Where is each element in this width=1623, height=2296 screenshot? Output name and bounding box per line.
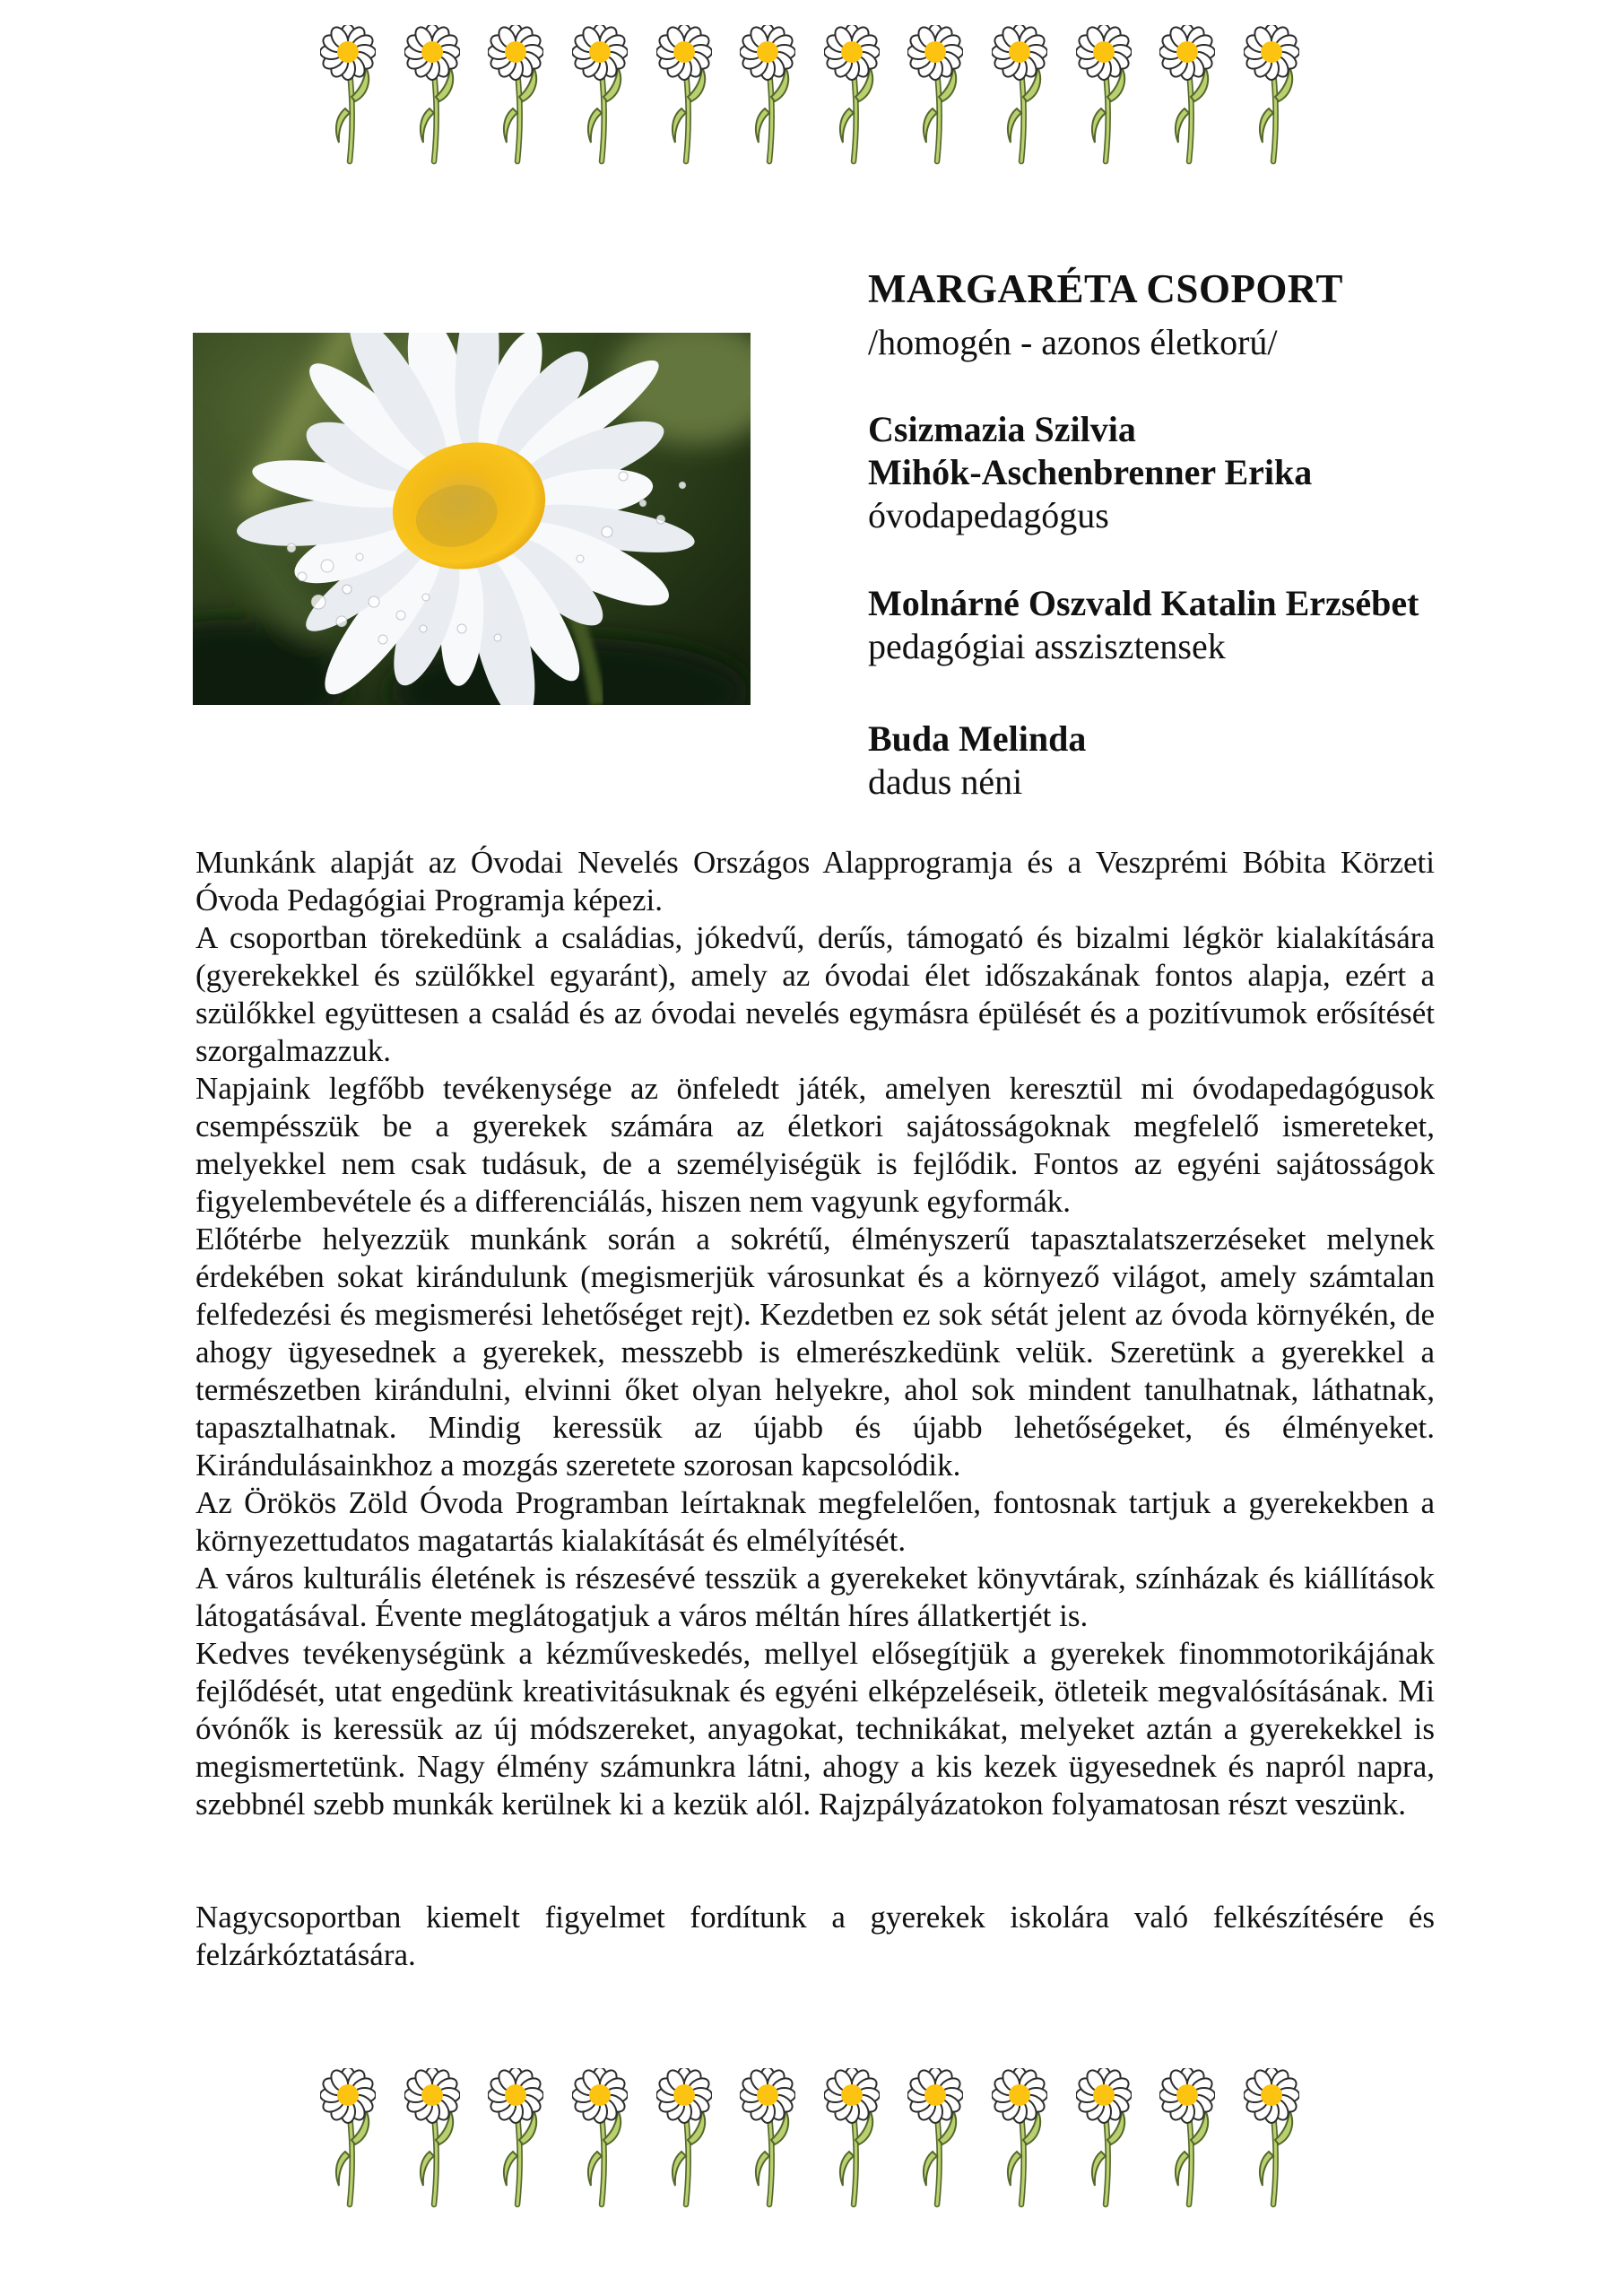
daisy-clipart-icon [1159,2068,1215,2210]
page-subtitle: /homogén - azonos életkorú/ [868,322,1278,362]
paragraph: A város kulturális életének is részesévé tesszük a gyerekeket könyvtárak, színházak és kiállítások látogatásával. Évente meglátogatjuk a város méltán híres állatkertjét is. [195,1561,1435,1633]
paragraph: Munkánk alapját az Óvodai Nevelés Országos Alapprogramja és a Veszprémi Bóbita Körzeti Óvoda Pedagógiai Programja képezi. [195,845,1435,918]
daisy-clipart-icon [404,2068,460,2210]
paragraph: A csoportban törekedünk a családias, jókedvű, derűs, támogató és bizalmi légkör kialakítására (gyerekekkel és szülőkkel egyaránt), amely az óvodai élet időszakának fontos alapja, ezért a szülőkkel együttesen a család és az óvodai nevelés egymásra épülését és a pozitívumok erősítését szorgalmazzuk. [195,920,1435,1068]
daisy-clipart-icon [656,25,712,167]
daisy-clipart-icon [1244,25,1299,167]
daisy-clipart-icon [488,2068,543,2210]
daisy-clipart-icon [1076,2068,1132,2210]
staff-role: dadus néni [868,761,1023,802]
daisy-clipart-icon [1076,25,1132,167]
daisy-clipart-icon [740,2068,795,2210]
daisy-clipart-icon [320,25,376,167]
paragraph: Kedves tevékenységünk a kézműveskedés, mellyel elősegítjük a gyerekek finommotorikájának fejlődését, utat engedünk kreativitásuknak és egyéni elképzeléseik, ötleteik megvalósításának. Mi óvónők is keressük az új módszereket, anyagokat, technikákat, melyeket aztán a gyerekekkel is megismertetünk. Nagy élmény számunkra látni, ahogy a kis kezek ügyesednek és napról napra, szebbnél szebb munkák kerülnek ki a kezük alól. Rajzpályázatokon folyamatosan részt veszünk. [195,1636,1435,1822]
staff-name: Molnárné Oszvald Katalin Erzsébet [868,583,1419,623]
daisy-clipart-icon [1159,25,1215,167]
daisy-clipart-icon [404,25,460,167]
daisy-clipart-icon [320,2068,376,2210]
daisy-clipart-icon [824,2068,880,2210]
page-title: MARGARÉTA CSOPORT [868,266,1343,311]
daisy-clipart-icon [907,25,963,167]
daisy-clipart-icon [907,2068,963,2210]
staff-role: óvodapedagógus [868,495,1109,535]
body-text [195,844,1435,1974]
daisy-clipart-icon [488,25,543,167]
daisy-clipart-icon [572,25,628,167]
daisy-border-bottom [320,2068,1299,2212]
staff-role: pedagógiai asszisztensek [868,626,1226,666]
staff-name: Mihók-Aschenbrenner Erika [868,452,1313,492]
daisy-clipart-icon [824,25,880,167]
daisy-clipart-icon [656,2068,712,2210]
daisy-clipart-icon [740,25,795,167]
paragraph: Az Örökös Zöld Óvoda Programban leírtaknak megfelelően, fontosnak tartjuk a gyerekekben a környezettudatos magatartás kialakítását és elmélyítését. [195,1485,1435,1558]
closing-paragraph: Nagycsoportban kiemelt figyelmet fordítunk a gyerekek iskolára való felkészítésére és felzárkóztatására. [195,1900,1435,1972]
daisy-clipart-icon [992,2068,1047,2210]
daisy-photo [193,333,751,705]
paragraph: Előtérbe helyezzük munkánk során a sokrétű, élményszerű tapasztalatszerzéseket melynek érdekében sokat kirándulunk (megismerjük városunkat és a környező világot, amely számtalan felfedezési és megismerési lehetőséget rejt). Kezdetben ez sok sétát jelent az óvoda környékén, de ahogy ügyesednek a gyerekek, messzebb is elmerészkedünk velük. Szeretünk a gyerekkel a természetben kirándulni, elvinni őket olyan helyekre, ahol sok mindent tanulhatnak, láthatnak, tapasztalhatnak. Mindig keressük az újabb és újabb lehetőségeket, és élményeket. Kirándulásainkhoz a mozgás szeretete szorosan kapcsolódik. [195,1222,1435,1483]
daisy-clipart-icon [992,25,1047,167]
paragraph: Napjaink legfőbb tevékenysége az önfeledt játék, amelyen keresztül mi óvodapedagógusok csempésszük be a gyerekek számára az életkori sajátosságoknak megfelelő ismereteket, melyekkel nem csak tudásuk, de a személyiségük is fejlődik. Fontos az egyéni sajátosságok figyelembevétele és a differenciálás, hiszen nem vagyunk egyformák. [195,1071,1435,1219]
staff-name: Buda Melinda [868,718,1087,759]
daisy-clipart-icon [572,2068,628,2210]
daisy-border-top [320,25,1299,169]
staff-name: Csizmazia Szilvia [868,409,1136,449]
daisy-photo-image [193,333,751,705]
daisy-clipart-icon [1244,2068,1299,2210]
